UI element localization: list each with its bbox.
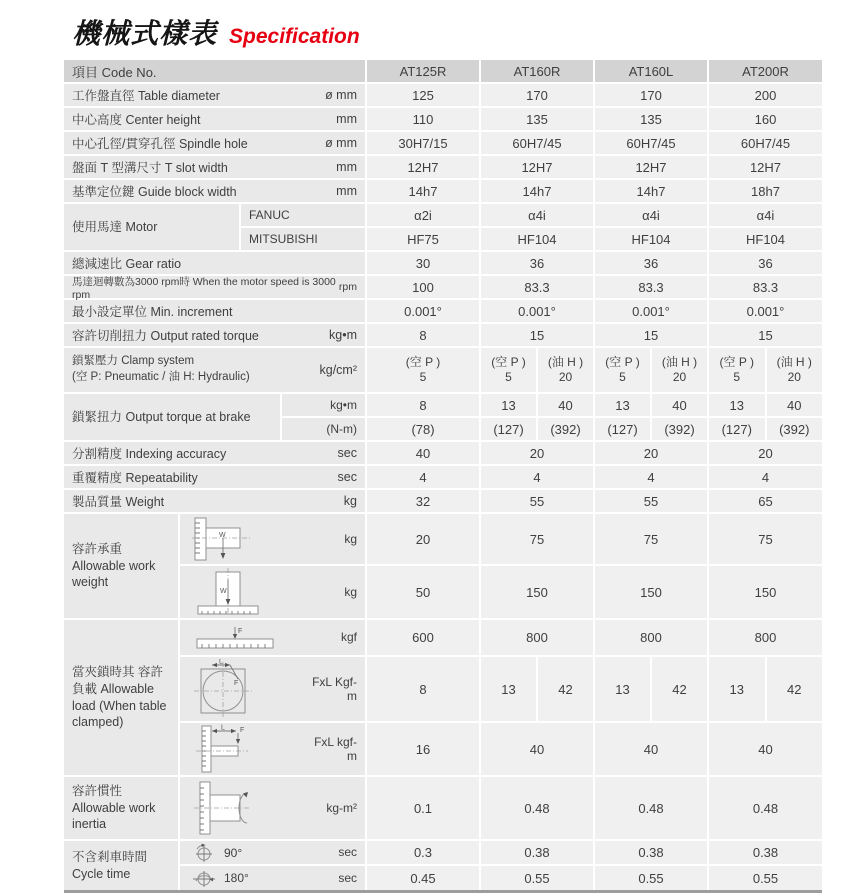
spec-cell: 12H7: [709, 156, 822, 178]
row-spindle-hole: [64, 132, 822, 154]
spec-cell: 18h7: [709, 180, 822, 202]
spec-cell: α4i: [481, 204, 593, 226]
spec-cell: 30: [367, 252, 479, 274]
section-motor: [64, 204, 822, 250]
spec-cell: (127): [481, 418, 536, 440]
row-label: 容許承重 Allowable work weight: [64, 514, 178, 618]
row-label: 容許切削扭力 Output rated torque: [72, 329, 259, 343]
angle-label: 180°: [224, 871, 249, 885]
row-motor-fanuc: [241, 204, 822, 226]
spec-cell: HF104: [709, 228, 822, 250]
page-title-en: Specification: [229, 25, 360, 48]
unit-label: kg-m²: [326, 800, 357, 815]
spec-cell: (空 P ) 5: [405, 355, 441, 384]
spec-cell: (78): [367, 418, 479, 440]
unit-label: mm: [336, 112, 357, 126]
spec-cell: 60H7/45: [595, 132, 707, 154]
spec-cell: 0.48: [481, 777, 593, 839]
clamp-radial-load-icon: [192, 659, 254, 719]
spec-cell: (空 P ) 5: [491, 355, 526, 384]
header-code-no: 項目 Code No.: [64, 60, 365, 82]
row-weight: [64, 490, 822, 512]
spec-cell: 40: [367, 442, 479, 464]
spec-cell: (392): [538, 418, 593, 440]
column-header-at160r: AT160R: [481, 60, 593, 82]
section-allowable-load: [64, 620, 822, 775]
spec-cell: HF75: [367, 228, 479, 250]
spec-cell: 13: [595, 394, 650, 416]
unit-label: kgf: [340, 630, 357, 645]
spec-cell: 0.55: [595, 866, 707, 890]
spec-cell: 150: [709, 566, 822, 618]
unit-label: kg: [343, 494, 357, 508]
row-load-moment: [180, 723, 822, 775]
spec-cell: 40: [481, 723, 593, 775]
svg-text:W: W: [220, 588, 227, 595]
spec-cell: 12H7: [595, 156, 707, 178]
spec-cell: (空 P ) 5: [605, 355, 640, 384]
column-header-at200r: AT200R: [709, 60, 822, 82]
unit-label: sec: [338, 870, 357, 885]
row-motor-speed: [64, 275, 822, 301]
row-label: 中心孔徑/貫穿孔徑 Spindle hole: [72, 137, 248, 151]
row-brake-nm: [282, 418, 822, 440]
row-label-note: (空 P: Pneumatic / 油 H: Hydraulic): [72, 371, 250, 383]
row-load-radial: [180, 657, 822, 721]
svg-text:F: F: [240, 727, 245, 734]
svg-text:F: F: [238, 627, 243, 635]
row-inertia: [180, 777, 822, 839]
spec-cell: α2i: [367, 204, 479, 226]
unit-label: mm: [336, 160, 357, 174]
unit-label: ø mm: [325, 88, 357, 102]
spec-cell: 4: [481, 466, 593, 488]
spec-cell: 0.3: [367, 841, 479, 864]
spec-cell: 110: [367, 108, 479, 130]
spec-cell: 0.38: [709, 841, 822, 864]
spec-cell: 42: [652, 657, 707, 721]
spec-cell: 14h7: [367, 180, 479, 202]
row-rated-torque: [64, 324, 822, 346]
spec-cell: 36: [595, 252, 707, 274]
spec-cell: 40: [538, 394, 593, 416]
spec-cell: 13: [595, 657, 650, 721]
header-row: [64, 60, 822, 82]
page-title-zh: 機械式樣表: [72, 18, 218, 49]
row-guide-block: [64, 180, 822, 202]
spec-cell: α4i: [595, 204, 707, 226]
spec-cell: 50: [367, 566, 479, 618]
svg-text:L: L: [219, 659, 223, 666]
row-load-axial: [180, 620, 822, 655]
row-label: 不含剎車時間 Cycle time: [64, 841, 178, 890]
unit-label: kg: [344, 584, 357, 599]
spec-cell: 15: [595, 324, 707, 346]
spec-cell: 65: [709, 490, 822, 512]
spec-cell: HF104: [481, 228, 593, 250]
motor-brand: FANUC: [241, 204, 365, 226]
spec-cell: (油 H ) 20: [547, 355, 584, 384]
spec-table: [64, 60, 822, 893]
row-work-weight-horizontal: [180, 514, 822, 564]
spec-cell: 0.55: [481, 866, 593, 890]
spec-cell: 800: [595, 620, 707, 655]
unit-label: kg•m: [329, 328, 357, 342]
spec-cell: 32: [367, 490, 479, 512]
spec-cell: 600: [367, 620, 479, 655]
spec-cell: 0.38: [595, 841, 707, 864]
unit-label: kg/cm²: [319, 363, 357, 377]
spec-cell: 13: [709, 394, 765, 416]
spec-cell: 36: [481, 252, 593, 274]
spec-cell: (127): [595, 418, 650, 440]
svg-text:F: F: [234, 680, 239, 687]
row-min-increment: [64, 300, 822, 322]
spec-cell: 20: [367, 514, 479, 564]
spec-cell: 8: [367, 394, 479, 416]
section-work-weight: [64, 514, 822, 618]
row-center-height: [64, 108, 822, 130]
spec-cell: 75: [709, 514, 822, 564]
spec-cell: 8: [367, 657, 479, 721]
spec-cell: 13: [481, 657, 536, 721]
spec-cell: (392): [767, 418, 823, 440]
rotate-90-icon: [192, 842, 216, 864]
unit-label: sec: [337, 470, 357, 484]
spec-cell: (127): [709, 418, 765, 440]
spec-cell: 60H7/45: [709, 132, 822, 154]
svg-text:L: L: [221, 724, 225, 732]
spec-cell: 60H7/45: [481, 132, 593, 154]
spec-cell: 13: [481, 394, 536, 416]
spec-cell: 20: [481, 442, 593, 464]
spec-cell: 14h7: [595, 180, 707, 202]
row-label: 鎖緊扭力 Output torque at brake: [64, 394, 280, 440]
spec-cell: 125: [367, 84, 479, 106]
row-label: 盤面 T 型溝尺寸 T slot width: [72, 161, 228, 175]
spec-cell: 150: [481, 566, 593, 618]
unit-label: mm: [336, 184, 357, 198]
row-label: 容許慣性 Allowable work inertia: [64, 777, 178, 839]
spec-cell: 0.48: [595, 777, 707, 839]
row-label: 製品質量 Weight: [72, 495, 165, 509]
spec-cell: HF104: [595, 228, 707, 250]
unit-label: sec: [338, 845, 357, 860]
spec-cell: 0.001°: [367, 300, 479, 322]
spec-cell: 83.3: [481, 276, 593, 298]
spec-cell: 75: [595, 514, 707, 564]
row-t-slot-width: [64, 156, 822, 178]
column-header-at125r: AT125R: [367, 60, 479, 82]
rotate-180-icon: [192, 867, 216, 889]
row-table-diameter: [64, 84, 822, 106]
spec-cell: 800: [709, 620, 822, 655]
section-inertia: [64, 777, 822, 839]
spec-cell: (392): [652, 418, 707, 440]
table-vertical-weight-icon: [192, 568, 264, 616]
spec-cell: 800: [481, 620, 593, 655]
spec-cell: 0.38: [481, 841, 593, 864]
spec-cell: 4: [595, 466, 707, 488]
spec-cell: 0.45: [367, 866, 479, 890]
spec-cell: 55: [481, 490, 593, 512]
spec-cell: 200: [709, 84, 822, 106]
spec-cell: 30H7/15: [367, 132, 479, 154]
row-label: 馬達迴轉數為3000 rpm時 When the motor speed is 3000 rpm: [72, 275, 336, 301]
section-brake-torque: [64, 394, 822, 440]
spec-cell: (油 H ) 20: [776, 355, 812, 384]
spec-cell: 12H7: [367, 156, 479, 178]
unit-label: FxL Kgf-m: [312, 674, 357, 703]
spec-cell: 20: [595, 442, 707, 464]
column-header-at160l: AT160L: [595, 60, 707, 82]
row-label: 最小設定單位 Min. increment: [72, 305, 233, 319]
spec-cell: 4: [367, 466, 479, 488]
spec-cell: 36: [709, 252, 822, 274]
row-cycle-90: [180, 841, 822, 864]
spec-cell: 83.3: [595, 276, 707, 298]
spec-cell: 100: [367, 276, 479, 298]
spec-cell: 42: [767, 657, 823, 721]
spec-cell: 150: [595, 566, 707, 618]
spec-cell: 0.55: [709, 866, 822, 890]
spec-cell: 13: [709, 657, 765, 721]
unit-label: (N-m): [282, 418, 365, 440]
spec-cell: 160: [709, 108, 822, 130]
row-cycle-180: [180, 866, 822, 890]
angle-label: 90°: [224, 845, 243, 860]
spec-cell: 83.3: [709, 276, 822, 298]
table-horizontal-weight-icon: [192, 516, 264, 562]
spec-cell: 0.001°: [595, 300, 707, 322]
spec-cell: 55: [595, 490, 707, 512]
row-label: 基準定位鍵 Guide block width: [72, 185, 237, 199]
row-label: 當夾鎖時其 容許負載 Allowable load (When table clamped): [64, 620, 178, 775]
spec-cell: 0.001°: [481, 300, 593, 322]
spec-cell: (油 H ) 20: [661, 355, 698, 384]
motor-brand: MITSUBISHI: [241, 228, 365, 250]
spec-cell: 16: [367, 723, 479, 775]
svg-text:W: W: [219, 532, 226, 539]
row-label: 重覆精度 Repeatability: [72, 471, 198, 485]
clamp-moment-load-icon: [192, 724, 256, 774]
spec-cell: 75: [481, 514, 593, 564]
spec-cell: 15: [481, 324, 593, 346]
unit-label: rpm: [338, 281, 357, 293]
spec-cell: (空 P ) 5: [719, 355, 754, 384]
row-label: 使用馬達 Motor: [64, 204, 239, 250]
row-clamp-system: [64, 348, 822, 392]
spec-cell: 40: [652, 394, 707, 416]
spec-cell: 0.48: [709, 777, 822, 839]
unit-label: kg•m: [282, 394, 365, 416]
spec-cell: 15: [709, 324, 822, 346]
row-work-weight-vertical: [180, 566, 822, 618]
row-repeatability: [64, 466, 822, 488]
work-inertia-icon: [192, 780, 260, 836]
spec-cell: 42: [538, 657, 593, 721]
row-indexing-accuracy: [64, 442, 822, 464]
spec-cell: 4: [709, 466, 822, 488]
spec-cell: 14h7: [481, 180, 593, 202]
row-label: 總減速比 Gear ratio: [72, 257, 182, 271]
spec-cell: α4i: [709, 204, 822, 226]
spec-cell: 170: [595, 84, 707, 106]
unit-label: kg: [344, 531, 357, 546]
unit-label: FxL kgf-m: [314, 734, 357, 763]
spec-cell: 12H7: [481, 156, 593, 178]
row-motor-mitsubishi: [241, 228, 822, 250]
spec-cell: 135: [595, 108, 707, 130]
row-label: 中心高度 Center height: [72, 113, 201, 127]
spec-cell: 0.001°: [709, 300, 822, 322]
row-label: 分割精度 Indexing accuracy: [72, 447, 227, 461]
spec-cell: 40: [595, 723, 707, 775]
row-label: 工作盤直徑 Table diameter: [72, 89, 220, 103]
page-title: [0, 0, 850, 58]
spec-cell: 170: [481, 84, 593, 106]
spec-cell: 40: [767, 394, 823, 416]
row-label: 鎖緊壓力 Clamp system: [72, 355, 195, 368]
clamp-axial-force-icon: [192, 624, 278, 652]
row-gear-ratio: [64, 252, 822, 274]
spec-cell: 135: [481, 108, 593, 130]
spec-cell: 8: [367, 324, 479, 346]
spec-cell: 40: [709, 723, 822, 775]
unit-label: sec: [337, 446, 357, 460]
unit-label: ø mm: [325, 136, 357, 150]
spec-cell: 0.1: [367, 777, 479, 839]
spec-cell: 20: [709, 442, 822, 464]
row-brake-kgm: [282, 394, 822, 416]
